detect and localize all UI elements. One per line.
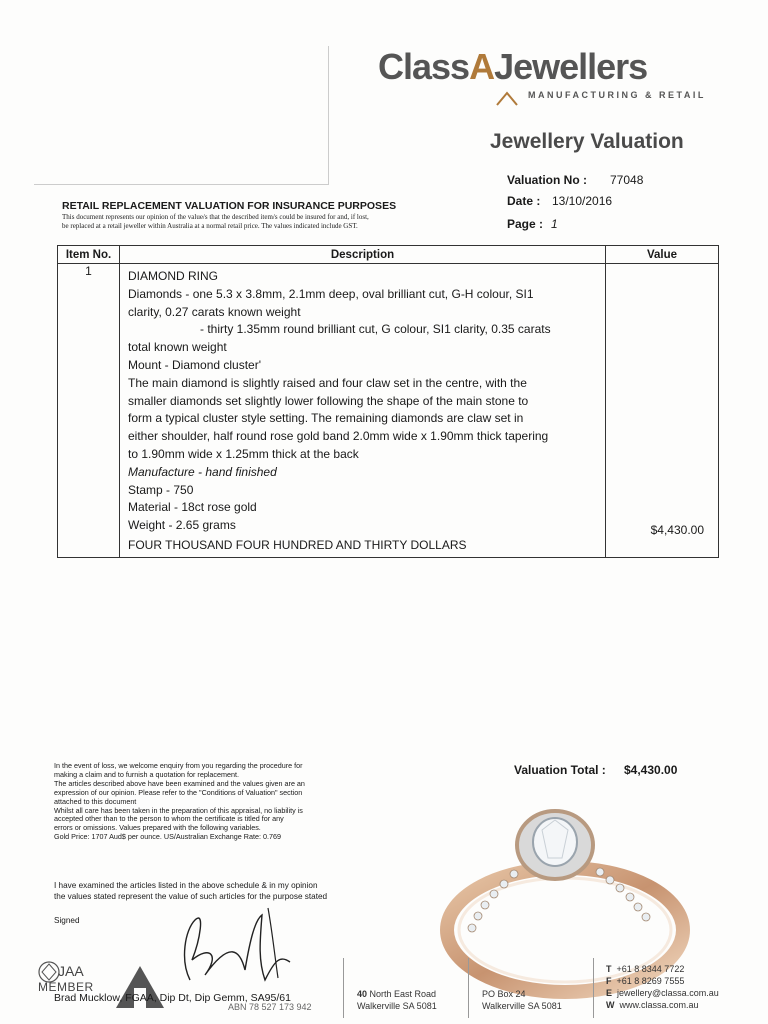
description-line: - thirty 1.35mm round brilliant cut, G colour, SI1 clarity, 0.35 carats [200, 322, 551, 337]
brand-tagline: MANUFACTURING & RETAIL [528, 90, 706, 100]
notes-line: Gold Price: 1707 Aud$ per ounce. US/Australian Exchange Rate: 0.769 [54, 832, 281, 842]
table-header-row [58, 246, 719, 264]
notes-line: expression of our opinion. Please refer to the "Conditions of Valuation" section [54, 787, 303, 797]
jaa-badge-text: JAA [58, 963, 84, 979]
date-value: 13/10/2016 [552, 194, 613, 208]
footer-divider [343, 958, 344, 1018]
description-line: Diamonds - one 5.3 x 3.8mm, 2.1mm deep, oval brilliant cut, G-H colour, SI1 [128, 286, 534, 301]
abn: ABN 78 527 173 942 [228, 1002, 312, 1012]
amount-in-words: FOUR THOUSAND FOUR HUNDRED AND THIRTY DOLLARS [128, 537, 467, 552]
signature [150, 900, 380, 990]
page-number: 1 [551, 217, 558, 231]
contact-details [606, 963, 719, 1011]
table-row [58, 264, 719, 558]
postal-address: PO Box 24 Walkerville SA 5081 [482, 989, 562, 1011]
notes-line: errors or omissions. Values prepared with the following variables. [54, 823, 261, 833]
item-value-cell [606, 264, 719, 558]
disclaimer [62, 213, 462, 231]
exam-line: the values stated represent the value of such articles for the purpose stated [54, 892, 328, 901]
contact-fax: F +61 8 8269 7555 [606, 976, 685, 986]
brand-logo: ClassAJewellers [378, 46, 648, 87]
description-line: Mount - Diamond cluster' [128, 357, 262, 372]
footer-divider [468, 958, 469, 1018]
description-line: to 1.90mm wide x 1.25mm thick at the back [128, 446, 359, 461]
description-line: DIAMOND RING [128, 269, 218, 283]
page-label: Page : [507, 217, 544, 231]
notes-line: Whilst all care has been taken in the preparation of this appraisal, no liability is [54, 805, 303, 815]
valuation-total: $4,430.00 [624, 763, 678, 777]
contact-website[interactable]: W www.classa.com.au [606, 1000, 699, 1010]
examination-statement [54, 880, 394, 902]
description-line: Weight - 2.65 grams [128, 518, 236, 533]
contact-email[interactable]: E jewellery@classa.com.au [606, 988, 719, 998]
footer-divider [593, 958, 594, 1018]
header-description: Description [120, 246, 606, 264]
logo-chevron-icon [494, 84, 520, 106]
disclaimer-line: be replaced at a retail jeweller within Australia at a normal retail price. The values indicated include GST. [62, 222, 358, 230]
description-line: Stamp - 750 [128, 482, 194, 497]
street-address: 40 North East Road Walkerville SA 5081 [357, 989, 437, 1011]
document-title: Jewellery Valuation [490, 130, 684, 153]
description-line: total known weight [128, 340, 227, 355]
description-line: The main diamond is slightly raised and four claw set in the centre, with the [128, 375, 527, 390]
valuation-notes [54, 762, 374, 842]
description-line: clarity, 0.27 carats known weight [128, 304, 301, 319]
item-value: $4,430.00 [650, 523, 704, 537]
address-window-box [34, 46, 329, 185]
jaa-member-text: MEMBER [38, 980, 94, 994]
valuation-no: 77048 [610, 173, 644, 187]
description-line: smaller diamonds set slightly lower following the shape of the main stone to [128, 393, 529, 408]
disclaimer-line: This document represents our opinion of the value/s that the described item/s could be insured for and, if lost, [62, 213, 369, 221]
notes-line: making a claim and to furnish a quotation for replacement. [54, 769, 239, 779]
valuation-no-label: Valuation No : [507, 173, 588, 187]
valuation-table [57, 245, 719, 558]
description-line: Material - 18ct rose gold [128, 500, 257, 515]
notes-line: accepted other than to the person to whom the certificate is titled for any [54, 814, 284, 824]
description-line: form a typical cluster style setting. The remaining diamonds are claw set in [128, 411, 524, 426]
exam-line: I have examined the articles listed in the above schedule & in my opinion [54, 881, 318, 890]
description-line: either shoulder, half round rose gold band 2.0mm wide x 1.90mm thick tapering [128, 429, 549, 444]
notes-line: The articles described above have been examined and the values given are an [54, 778, 305, 788]
section-title: RETAIL REPLACEMENT VALUATION FOR INSURANCE PURPOSES [62, 200, 397, 212]
date-label: Date : [507, 194, 541, 208]
contact-phone: T +61 8 8344 7722 [606, 964, 685, 974]
header-value: Value [606, 246, 719, 264]
description-line: Manufacture - hand finished [128, 464, 277, 479]
valuation-total-label: Valuation Total : [514, 763, 606, 777]
notes-line: In the event of loss, we welcome enquiry from you regarding the procedure for [54, 761, 303, 770]
item-number: 1 [58, 264, 120, 558]
item-description [120, 264, 606, 558]
valuer-name: Brad Mucklow, FGAA, Dip Dt, Dip Gemm, SA95/61 [54, 992, 291, 1004]
header-item-no: Item No. [58, 246, 120, 264]
notes-line: attached to this document [54, 796, 137, 806]
signed-label: Signed [54, 916, 80, 925]
